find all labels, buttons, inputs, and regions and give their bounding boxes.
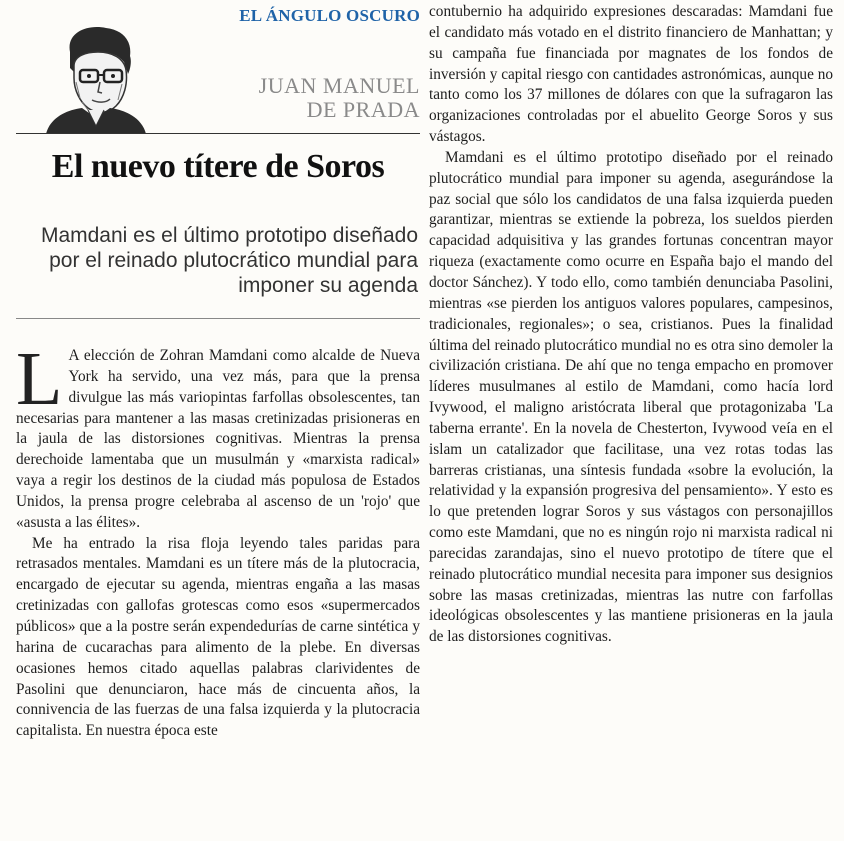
right-column xyxy=(429,0,833,841)
paragraph-1-text: A elección de Zohran Mamdani como alcalde de Nueva York ha servido, una vez más, para que la prensa divulgue las más variopintas farfollas obsolescentes, tan necesarias para mantener a las masas cretinizadas prisioneras en la jaula de las distorsiones cognitivas. Mientras la prensa derechoide lamentaba que un musulmán y «marxista radical» vaya a regir los destinos de la ciudad más populosa de Estados Unidos, la prensa progre celebraba al ascenso de un 'rojo' que «asusta a las élites». xyxy=(16,347,420,531)
article-body-left xyxy=(16,337,420,742)
author-last-name: DE PRADA xyxy=(306,97,420,122)
paragraph-2: Me ha entrado la risa floja leyendo tales paridas para retrasados mentales. Mamdani es un títere más de la plutocracia, encargado de ejecutar su agenda, mientras engaña a las masas cretinizadas con gallofas grotescas como esos «supermercados públicos» que a la postre serán expendedurías de carne sintética y harina de cucarachas para alimento de la plebe. En diversas ocasiones hemos citado aquellas palabras clarividentes de Pasolini que denunciaron, hace más de cincuenta años, la connivencia de las fuerzas de una falsa izquierda y la plutocracia capitalista. En nuestra época este xyxy=(16,534,420,740)
author-portrait xyxy=(36,22,154,134)
author-byline xyxy=(259,74,420,122)
deck-subtitle: Mamdani es el último prototipo diseñado por el reinado plutocrático mundial para imponer su agenda xyxy=(40,224,418,297)
paragraph-3: contubernio ha adquirido expresiones descaradas: Mamdani fue el candidato más votado en el distrito financiero de Manhattan; y su campaña fue financiada por magnates de los fondos de inversión y capital riesgo con cantidades astronómicas, aunque no tanto como los 37 millones de dólares con que la sufragaron las organizaciones controladas por el abuelito George Soros y sus vástagos. xyxy=(429,3,833,146)
headline: El nuevo títere de Soros xyxy=(51,148,385,185)
top-rule xyxy=(16,133,420,134)
drop-cap: L xyxy=(16,337,63,421)
paragraph-4: Mamdani es el último prototipo diseñado por el reinado plutocrático mundial para imponer su agenda, asegurándose la paz social que sólo los candidatos de una falsa izquierda pueden garantizar, mientras se extiende la pobreza, los sueldos pierden capacidad adquisitiva y las grandes fortunas concentran mayor riqueza (exactamente como ocurre en España bajo el mando del doctor Sánchez). Y todo ello, como también denunciaba Pasolini, mientras «se pierden los antiguos valores populares, campesinos, tradicionales, regionales»; o sea, cristianos. Pues la finalidad última del reinado plutocrático mundial no es otra sino demoler la civilización cristiana. De ahí que no tenga empacho en promover líderes musulmanes al estilo de Mamdani, como hacía lord Ivywood, el maligno aristócrata liberal que protagonizaba 'La taberna errante'. En la novela de Chesterton, Ivywood veía en el islam un catalizador que facilitase, una vez rotas todas las barreras cristianas, una síntesis fundada «sobre la evolución, la relatividad y la expansión progresiva del pensamiento». Y esto es lo que pretenden lograr Soros y sus vástagos con personajillos como este Mamdani, que no es ningún rojo ni marxista radical ni parecidas zarandajas, sino el nuevo prototipo de títere que el reinado plutocrático mundial necesita para imponer sus designios sobre las masas cretinizadas, mientras las nutre con farfollas ideológicas obsolescentes y las mantiene prisioneras en la jaula de las distorsiones cognitivas. xyxy=(429,148,833,646)
section-title: EL ÁNGULO OSCURO xyxy=(239,6,420,25)
author-first-name: JUAN MANUEL xyxy=(258,73,420,98)
paragraph-1 xyxy=(16,337,420,534)
deck-rule xyxy=(16,318,420,319)
article-body-right xyxy=(429,2,833,648)
left-column xyxy=(16,0,420,841)
